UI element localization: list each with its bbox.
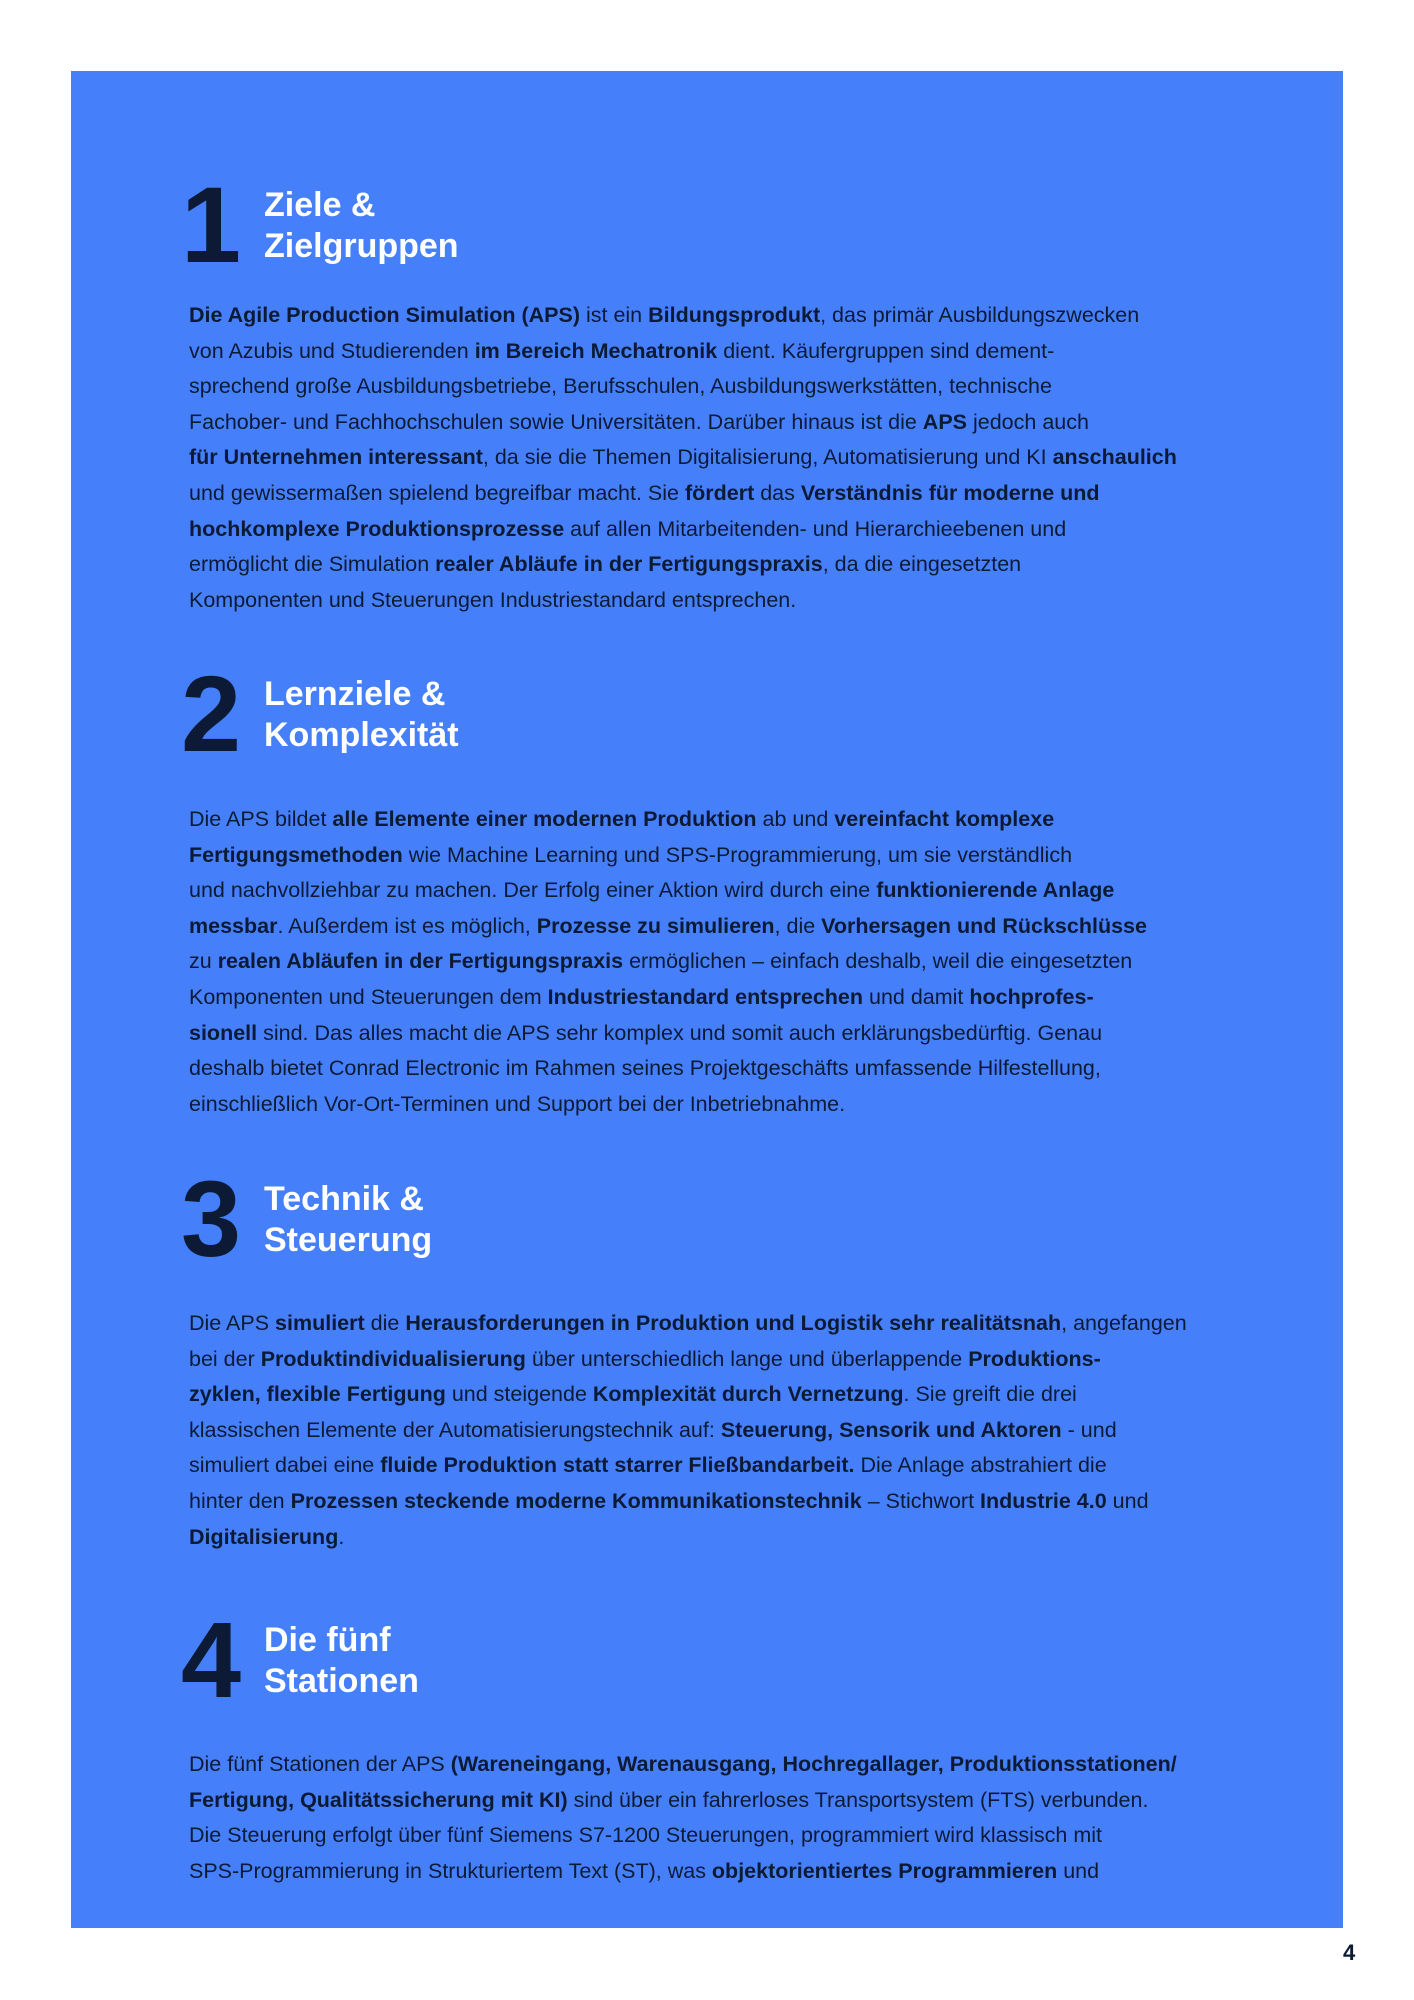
text: wie Machine Learning und SPS-Programmierung, um sie verständlich xyxy=(402,842,1073,867)
text-line xyxy=(189,1413,1187,1449)
text: . Sie greift die drei xyxy=(903,1382,1077,1407)
bold-text: (Wareneingang, Warenausgang, Hochregallager, Produktionsstationen/ xyxy=(450,1752,1177,1776)
text: Fachober- und Fachhochschulen sowie Universitäten. Darüber hinaus ist die xyxy=(189,409,923,434)
text-line xyxy=(189,1342,1187,1378)
text-line xyxy=(189,1051,1147,1087)
text-line xyxy=(189,369,1177,405)
text-line xyxy=(189,512,1177,548)
section-heading xyxy=(264,1620,419,1702)
text: Die APS xyxy=(189,1311,276,1335)
bold-text: vereinfacht komplexe xyxy=(834,807,1055,831)
text: Komponenten und Steuerungen dem xyxy=(189,984,548,1009)
text-line xyxy=(189,838,1147,874)
bold-text: Fertigung, Qualitätssicherung mit KI) xyxy=(189,1787,568,1812)
text: dient. Käufergruppen sind dement- xyxy=(717,338,1055,363)
section-body xyxy=(189,1306,1187,1555)
text: deshalb bietet Conrad Electronic im Rahmen seines Projektgeschäfts umfassende Hilfestellung, xyxy=(189,1056,1101,1081)
bold-text: hochkomplexe Produktionsprozesse xyxy=(189,516,565,541)
heading-line: Stationen xyxy=(264,1662,419,1700)
bold-text: messbar xyxy=(189,913,278,938)
text: von Azubis und Studierenden xyxy=(189,338,475,363)
text-line xyxy=(189,1377,1187,1413)
text: Die Anlage abstrahiert die xyxy=(854,1453,1107,1478)
text: Die fünf Stationen der APS xyxy=(189,1752,451,1776)
text: . xyxy=(338,1524,345,1549)
bold-text: Steuerung, Sensorik und Aktoren xyxy=(720,1417,1062,1442)
bold-text: Komplexität durch Vernetzung xyxy=(592,1382,904,1407)
heading-line: Lernziele & xyxy=(264,675,446,713)
text: Die Steuerung erfolgt über fünf Siemens S7-1200 Steuerungen, programmiert wird klassisch mit xyxy=(189,1823,1103,1848)
text-line xyxy=(189,1854,1177,1890)
text: jedoch auch xyxy=(967,409,1089,434)
text-line xyxy=(189,802,1147,838)
text: ermöglichen – einfach deshalb, weil die eingesetzten xyxy=(623,949,1133,974)
section-number: 1 xyxy=(181,164,240,285)
text-line xyxy=(189,476,1177,512)
text-line xyxy=(189,547,1177,583)
text: , angefangen xyxy=(1061,1311,1187,1335)
bold-text: Digitalisierung xyxy=(189,1524,339,1549)
bold-text: realer Abläufe in der Fertigungspraxis xyxy=(435,552,823,577)
bold-text: Industrie 4.0 xyxy=(980,1488,1107,1513)
text: Die APS bildet xyxy=(189,807,333,831)
text: bei der xyxy=(189,1346,261,1371)
text-line xyxy=(189,873,1147,909)
bold-text: für Unternehmen interessant xyxy=(189,445,483,470)
text: sind über ein fahrerloses Transportsystem (FTS) verbunden. xyxy=(567,1787,1149,1812)
text: auf allen Mitarbeitenden- und Hierarchieebenen und xyxy=(564,516,1067,541)
bold-text: APS xyxy=(922,409,968,434)
text-line xyxy=(189,909,1147,945)
text: ermöglicht die Simulation xyxy=(189,552,436,577)
text: das xyxy=(754,480,801,505)
bold-text: funktionierende Anlage xyxy=(876,878,1115,903)
text: , die xyxy=(774,913,822,938)
heading-line: Steuerung xyxy=(264,1221,433,1259)
text: . Außerdem ist es möglich, xyxy=(277,913,537,938)
text: und damit xyxy=(863,984,970,1009)
text-line xyxy=(189,1306,1187,1342)
text-line xyxy=(189,1747,1177,1783)
section-heading xyxy=(264,1179,432,1261)
heading-line: Komplexität xyxy=(264,716,459,754)
text: Komponenten und Steuerungen Industriestandard entsprechen. xyxy=(189,587,797,612)
text: und gewissermaßen spielend begreifbar macht. Sie xyxy=(189,480,685,505)
section-heading xyxy=(264,185,459,267)
text: und xyxy=(1106,1488,1149,1513)
bold-text: Industriestandard entsprechen xyxy=(547,984,864,1009)
section-number: 2 xyxy=(181,653,240,774)
section-body xyxy=(189,802,1147,1122)
content-panel xyxy=(71,71,1343,1928)
text: – Stichwort xyxy=(861,1488,981,1513)
text-line xyxy=(189,298,1177,334)
text-line xyxy=(189,1016,1147,1052)
bold-text: im Bereich Mechatronik xyxy=(474,338,718,363)
text: , da sie die Themen Digitalisierung, Automatisierung und KI xyxy=(482,445,1053,470)
bold-text: Prozesse zu simulieren xyxy=(536,913,775,938)
text: einschließlich Vor-Ort-Terminen und Support bei der Inbetriebnahme. xyxy=(189,1091,846,1116)
bold-text: fluide Produktion statt starrer Fließbandarbeit. xyxy=(380,1453,855,1478)
section-number: 3 xyxy=(181,1158,240,1279)
bold-text: Bildungsprodukt xyxy=(648,303,821,327)
bold-text: Prozessen steckende moderne Kommunikationstechnik xyxy=(290,1488,862,1513)
page-number: 4 xyxy=(1343,1940,1356,1965)
text: sind. Das alles macht die APS sehr komplex und somit auch erklärungsbedürftig. Genau xyxy=(257,1020,1103,1045)
text-line xyxy=(189,334,1177,370)
text-line xyxy=(189,1818,1177,1854)
text: klassischen Elemente der Automatisierungstechnik auf: xyxy=(189,1417,721,1442)
text: SPS-Programmierung in Strukturiertem Text (ST), was xyxy=(189,1858,712,1883)
text: ist ein xyxy=(580,303,649,327)
text: - und xyxy=(1061,1417,1117,1442)
section-body xyxy=(189,1747,1177,1889)
bold-text: Herausforderungen in Produktion und Logistik sehr realitätsnah xyxy=(405,1311,1062,1335)
bold-text: fördert xyxy=(684,480,755,505)
bold-text: Verständnis für moderne und xyxy=(800,480,1100,505)
text: , da die eingesetzten xyxy=(822,552,1022,577)
bold-text: sionell xyxy=(189,1020,258,1045)
heading-line: Ziele & xyxy=(264,186,376,224)
text-line xyxy=(189,1087,1147,1123)
text-line xyxy=(189,944,1147,980)
bold-text: anschaulich xyxy=(1052,445,1177,470)
section-heading xyxy=(264,674,459,756)
text-line xyxy=(189,1484,1187,1520)
section-body xyxy=(189,298,1177,618)
text: zu xyxy=(189,949,218,974)
text: und steigende xyxy=(445,1382,593,1407)
text-line xyxy=(189,440,1177,476)
bold-text: realen Abläufen in der Fertigungspraxis xyxy=(217,949,624,974)
text-line xyxy=(189,405,1177,441)
text: und nachvollziehbar zu machen. Der Erfolg einer Aktion wird durch eine xyxy=(189,878,877,903)
bold-text: alle Elemente einer modernen Produktion xyxy=(332,807,757,831)
text: sprechend große Ausbildungsbetriebe, Berufsschulen, Ausbildungswerkstätten, technische xyxy=(189,374,1052,399)
text: ab und xyxy=(756,807,835,831)
text: und xyxy=(1057,1858,1100,1883)
heading-line: Die fünf xyxy=(264,1621,391,1659)
section-number: 4 xyxy=(181,1599,240,1720)
text-line xyxy=(189,1448,1187,1484)
text: die xyxy=(364,1311,406,1335)
bold-text: simuliert xyxy=(275,1311,365,1335)
text-line xyxy=(189,980,1147,1016)
text: , das primär Ausbildungszwecken xyxy=(820,303,1140,327)
text: simuliert dabei eine xyxy=(189,1453,381,1478)
bold-text: hochprofes- xyxy=(969,984,1094,1009)
text-line xyxy=(189,583,1177,619)
bold-text: objektorientiertes Programmieren xyxy=(711,1858,1058,1883)
bold-text: Die Agile Production Simulation (APS) xyxy=(189,303,580,327)
text: hinter den xyxy=(189,1488,291,1513)
text: über unterschiedlich lange und überlappende xyxy=(525,1346,969,1371)
bold-text: zyklen, flexible Fertigung xyxy=(189,1382,446,1407)
text-line xyxy=(189,1520,1187,1556)
bold-text: Vorhersagen und Rückschlüsse xyxy=(821,913,1147,938)
bold-text: Produktions- xyxy=(968,1346,1101,1371)
text-line xyxy=(189,1783,1177,1819)
heading-line: Zielgruppen xyxy=(264,227,459,265)
bold-text: Produktindividualisierung xyxy=(260,1346,526,1371)
bold-text: Fertigungsmethoden xyxy=(189,842,403,867)
heading-line: Technik & xyxy=(264,1180,424,1218)
